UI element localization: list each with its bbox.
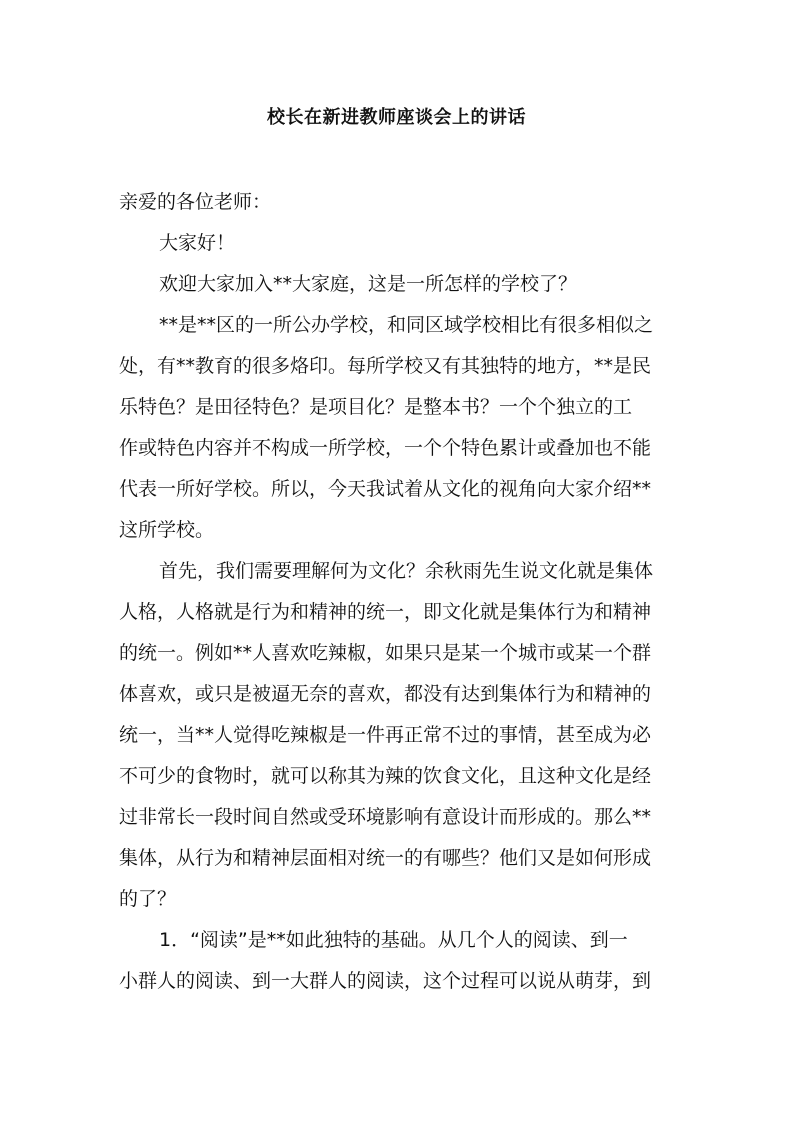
paragraph-line: 欢迎大家加入**大家庭，这是一所怎样的学校了？ [159, 273, 578, 295]
paragraph-line: 处，有**教育的很多烙印。每所学校又有其独特的地方，**是民 [119, 355, 652, 377]
paragraph-line: 过非常长一段时间自然或受环境影响有意设计而形成的。那么** [119, 806, 652, 828]
paragraph-line: 这所学校。 [119, 519, 215, 541]
paragraph-line: 的了？ [119, 888, 177, 910]
paragraph-line: 人格，人格就是行为和精神的统一，即文化就是集体行为和精神 [119, 601, 652, 623]
salutation-line: 亲爱的各位老师： [119, 191, 272, 213]
document-title: 校长在新进教师座谈会上的讲话 [267, 107, 526, 128]
paragraph-line: 集体，从行为和精神层面相对统一的有哪些？他们又是如何形成 [119, 847, 652, 869]
paragraph-line: 小群人的阅读、到一大群人的阅读，这个过程可以说从萌芽，到 [119, 970, 652, 992]
paragraph-line: 乐特色？是田径特色？是项目化？是整本书？一个个独立的工 [119, 396, 633, 418]
paragraph-line: 作或特色内容并不构成一所学校，一个个特色累计或叠加也不能 [119, 437, 652, 459]
greeting-line: 大家好！ [159, 232, 236, 254]
paragraph-line: **是**区的一所公办学校，和同区域学校相比有很多相似之 [159, 314, 654, 336]
paragraph-line: 1．“阅读”是**如此独特的基础。从几个人的阅读、到一 [159, 929, 628, 951]
paragraph-line: 代表一所好学校。所以，今天我试着从文化的视角向大家介绍** [119, 478, 652, 500]
paragraph-line: 不可少的食物时，就可以称其为辣的饮食文化，且这种文化是经 [119, 765, 652, 787]
paragraph-line: 首先，我们需要理解何为文化？余秋雨先生说文化就是集体 [159, 560, 654, 582]
paragraph-line: 统一，当**人觉得吃辣椒是一件再正常不过的事情，甚至成为必 [119, 724, 652, 746]
paragraph-line: 体喜欢，或只是被逼无奈的喜欢，都没有达到集体行为和精神的 [119, 683, 652, 705]
paragraph-line: 的统一。例如**人喜欢吃辣椒，如果只是某一个城市或某一个群 [119, 642, 652, 664]
